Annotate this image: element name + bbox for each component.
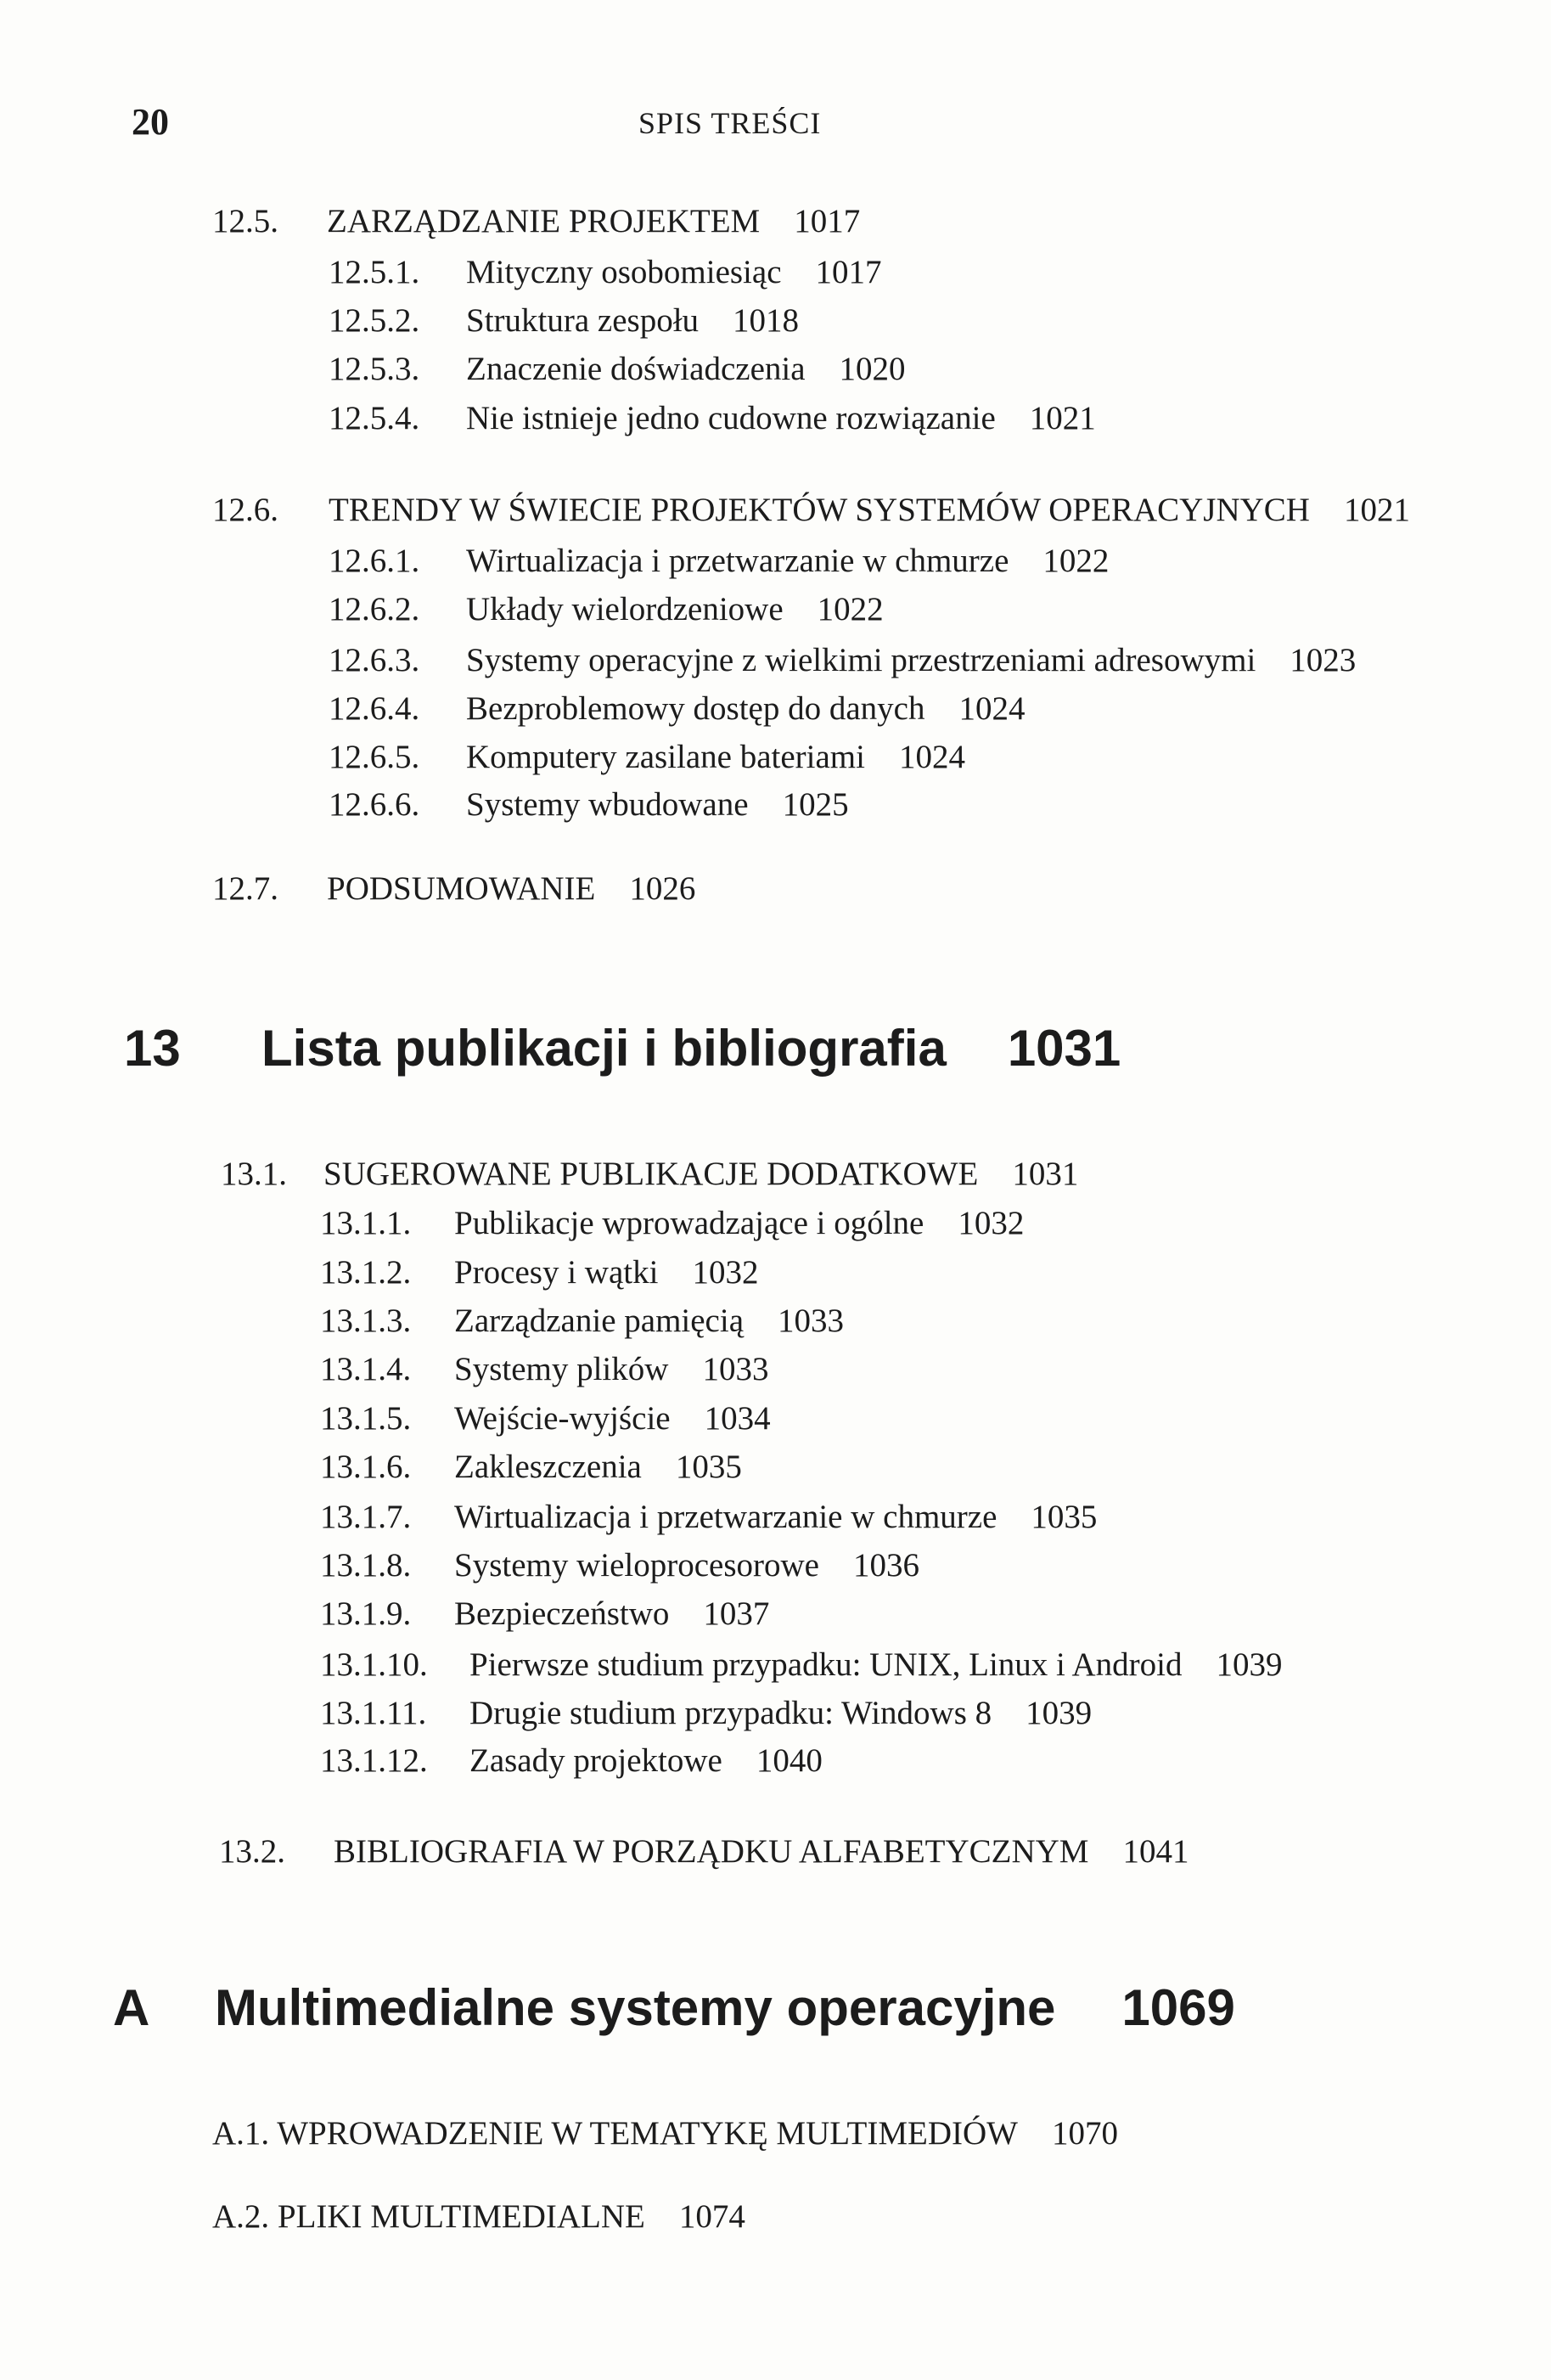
- chapter-page: 1069: [1121, 1979, 1235, 2036]
- toc-entry: 13.1.3. Zarządzanie pamięcią 1033: [320, 1303, 845, 1339]
- toc-section-12-7: [212, 869, 695, 908]
- chapter-number: A: [113, 1979, 150, 2036]
- section-number: 12.5.: [212, 203, 278, 239]
- chapter-page: 1031: [1007, 1020, 1121, 1077]
- section-page: 1021: [1343, 492, 1410, 528]
- toc-entry: 13.1.12. Zasady projektowe 1040: [320, 1742, 823, 1779]
- section-title: SUGEROWANE PUBLIKACJE DODATKOWE: [323, 1156, 979, 1192]
- toc-entry: 13.1.2. Procesy i wątki 1032: [320, 1254, 759, 1291]
- section-title: PODSUMOWANIE: [327, 870, 596, 907]
- section-page: 1070: [1051, 2115, 1118, 2152]
- chapter-title: Multimedialne systemy operacyjne: [215, 1979, 1056, 2036]
- toc-entry: 13.1.11. Drugie studium przypadku: Windows 8 1039: [320, 1695, 1093, 1731]
- section-page: 1026: [629, 870, 696, 907]
- chapter-number: 13: [124, 1020, 181, 1077]
- section-number: 12.7.: [212, 870, 278, 907]
- section-page: 1031: [1012, 1156, 1079, 1192]
- chapter-heading-13: [124, 1019, 1121, 1077]
- section-title: TRENDY W ŚWIECIE PROJEKTÓW SYSTEMÓW OPERACYJNYCH: [329, 492, 1310, 528]
- section-title: PLIKI MULTIMEDIALNE: [277, 2198, 645, 2235]
- section-title: ZARZĄDZANIE PROJEKTEM: [327, 203, 761, 239]
- toc-entry: 12.6.6. Systemy wbudowane 1025: [329, 786, 849, 823]
- chapter-title: Lista publikacji i bibliografia: [261, 1020, 947, 1077]
- toc-entry: 12.5.2. Struktura zespołu 1018: [329, 302, 800, 339]
- toc-section-12-6: [212, 491, 1410, 529]
- running-title: SPIS TREŚCI: [638, 106, 822, 140]
- section-title: WPROWADZENIE W TEMATYKĘ MULTIMEDIÓW: [277, 2115, 1018, 2152]
- section-number: A.1.: [212, 2115, 270, 2152]
- toc-entry: 12.6.4. Bezproblemowy dostęp do danych 1024: [329, 690, 1026, 727]
- toc-entry: 13.1.1. Publikacje wprowadzające i ogólne 1032: [320, 1205, 1025, 1241]
- toc-entry: 13.1.7. Wirtualizacja i przetwarzanie w chmurze 1035: [320, 1499, 1098, 1535]
- section-number: 12.6.: [212, 492, 278, 528]
- section-page: 1017: [794, 203, 861, 239]
- toc-entry: 12.6.2. Układy wielordzeniowe 1022: [329, 591, 884, 627]
- toc-entry: 13.1.5. Wejście-wyjście 1034: [320, 1400, 771, 1437]
- toc-entry: 13.1.8. Systemy wieloprocesorowe 1036: [320, 1547, 919, 1584]
- section-number: 13.2.: [219, 1833, 285, 1870]
- section-title: BIBLIOGRAFIA W PORZĄDKU ALFABETYCZNYM: [334, 1833, 1089, 1870]
- toc-section-12-5: [212, 202, 860, 240]
- toc-section-13-2: [219, 1832, 1189, 1871]
- section-number: 13.1.: [221, 1156, 287, 1192]
- toc-entry: 12.6.1. Wirtualizacja i przetwarzanie w chmurze 1022: [329, 543, 1110, 579]
- toc-entry: 12.6.5. Komputery zasilane bateriami 1024: [329, 739, 965, 775]
- section-number: A.2.: [212, 2198, 270, 2235]
- toc-section-a-2: [212, 2197, 745, 2236]
- toc-entry: 13.1.9. Bezpieczeństwo 1037: [320, 1595, 770, 1632]
- page-number: 20: [132, 101, 169, 143]
- section-page: 1074: [678, 2198, 745, 2235]
- toc-entry: 12.6.3. Systemy operacyjne z wielkimi przestrzeniami adresowymi 1023: [329, 642, 1357, 678]
- toc-entry: 12.5.1. Mityczny osobomiesiąc 1017: [329, 254, 882, 290]
- toc-entry: 12.5.3. Znaczenie doświadczenia 1020: [329, 351, 906, 387]
- toc-entry: 13.1.4. Systemy plików 1033: [320, 1351, 769, 1387]
- section-page: 1041: [1122, 1833, 1189, 1870]
- toc-entry: 12.5.4. Nie istnieje jedno cudowne rozwiązanie 1021: [329, 400, 1096, 436]
- toc-entry: 13.1.6. Zakleszczenia 1035: [320, 1449, 742, 1485]
- toc-section-13-1: [221, 1155, 1078, 1193]
- toc-section-a-1: [212, 2114, 1118, 2152]
- chapter-heading-a: [113, 1978, 1235, 2037]
- toc-entry: 13.1.10. Pierwsze studium przypadku: UNIX, Linux i Android 1039: [320, 1646, 1283, 1683]
